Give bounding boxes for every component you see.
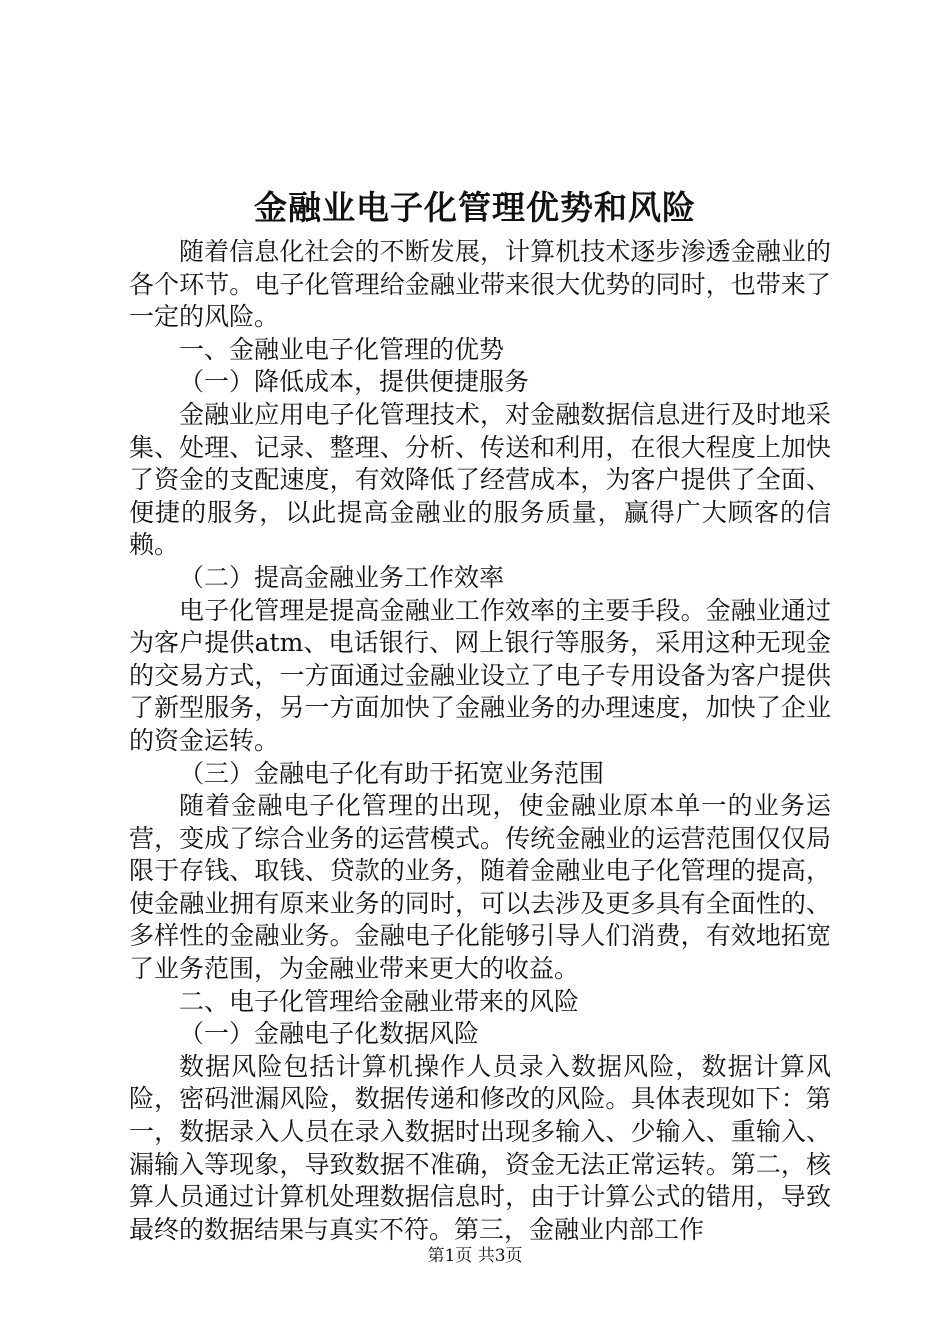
subsection-heading: （一）金融电子化数据风险 xyxy=(179,1019,480,1049)
document-body xyxy=(129,236,831,1246)
paragraph: 金融业应用电子化管理技术，对金融数据信息进行及时地采集、处理、记录、整理、分析、传送和利用，在很大程度上加快了资金的支配速度，有效降低了经营成本，为客户提供了全面、便捷的服务，以此提高金融业的服务质量，赢得广大顾客的信赖。 xyxy=(129,399,831,560)
subsection-heading: （一）降低成本，提供便捷服务 xyxy=(179,367,530,397)
paragraph: 随着金融电子化管理的出现，使金融业原本单一的业务运营，变成了综合业务的运营模式。传统金融业的运营范围仅仅局限于存钱、取钱、贷款的业务，随着金融业电子化管理的提高，使金融业拥有原来业务的同时，可以去涉及更多具有全面性的、多样性的金融业务。金融电子化能够引导人们消费，有效地拓宽了业务范围，为金融业带来更大的收益。 xyxy=(129,791,831,984)
subsection-heading: （二）提高金融业务工作效率 xyxy=(179,562,505,592)
section-heading: 一、金融业电子化管理的优势 xyxy=(179,334,505,364)
paragraph: 数据风险包括计算机操作人员录入数据风险，数据计算风险，密码泄漏风险，数据传递和修改的风险。具体表现如下：第一，数据录入人员在录入数据时出现多输入、少输入、重输入、漏输入等现象，导致数据不准确，资金无法正常运转。第二，核算人员通过计算机处理数据信息时，由于计算公式的错用，导致最终的数据结果与真实不符。第三，金融业内部工作 xyxy=(129,1051,831,1244)
section-heading: 二、电子化管理给金融业带来的风险 xyxy=(179,986,580,1016)
subsection-heading: （三）金融电子化有助于拓宽业务范围 xyxy=(179,758,605,788)
paragraph: 随着信息化社会的不断发展，计算机技术逐步渗透金融业的各个环节。电子化管理给金融业带来很大优势的同时，也带来了一定的风险。 xyxy=(129,237,831,332)
document-title: 金融业电子化管理优势和风险 xyxy=(254,188,696,227)
page-footer: 第1页 共3页 xyxy=(427,1246,523,1266)
paragraph: 电子化管理是提高金融业工作效率的主要手段。金融业通过为客户提供atm、电话银行、网上银行等服务，采用这种无现金的交易方式，一方面通过金融业设立了电子专用设备为客户提供了新型服务，另一方面加快了金融业务的办理速度，加快了企业的资金运转。 xyxy=(129,595,831,755)
